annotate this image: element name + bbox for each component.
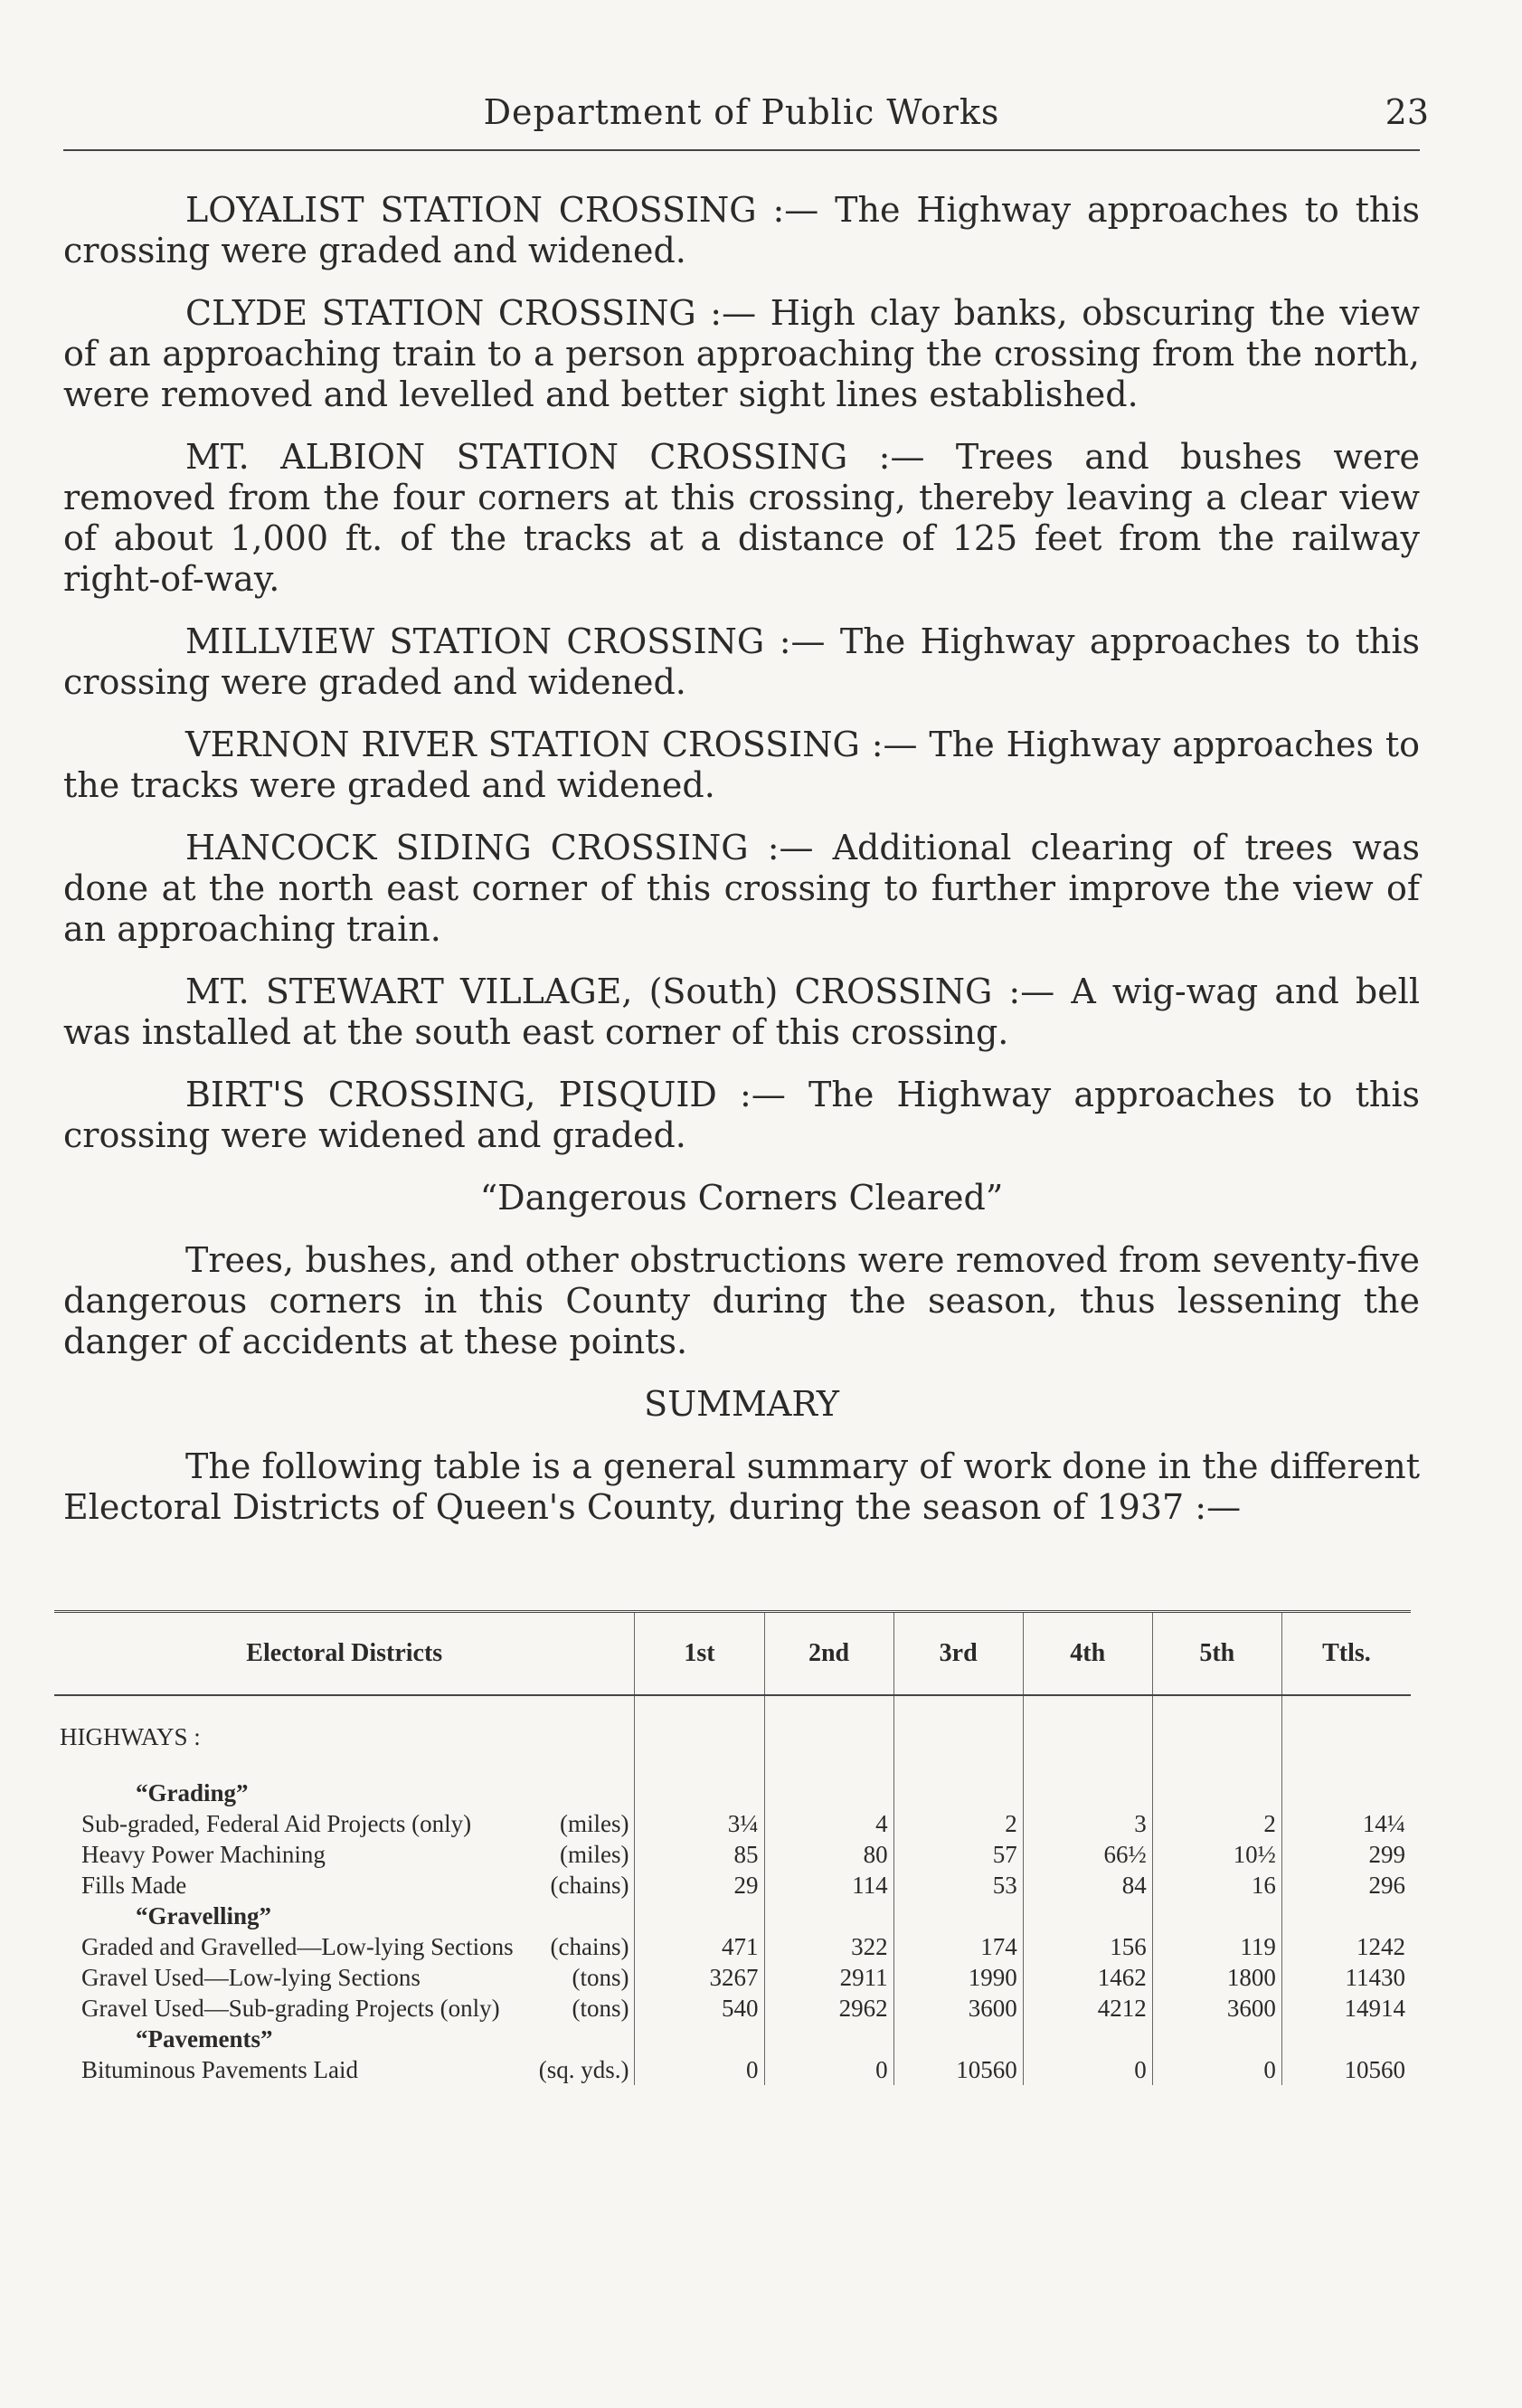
cell: 0: [635, 2054, 764, 2085]
cell: 2: [1152, 1808, 1281, 1839]
summary-paragraph: The following table is a general summary of work done in the different Electoral Districts of Queen's County, during the season of 1937 :—: [63, 1446, 1420, 1527]
cell: 322: [764, 1931, 893, 1962]
cell: 1462: [1023, 1962, 1152, 1993]
page-title: Department of Public Works: [483, 92, 1000, 132]
table-row: [54, 1962, 1411, 1993]
cell: 11430: [1281, 1962, 1411, 1993]
header-5th: 5th: [1152, 1612, 1281, 1696]
header-1st: 1st: [635, 1612, 764, 1696]
cell: 10560: [893, 2054, 1023, 2085]
paragraph-loyalist: LOYALIST STATION CROSSING :— The Highway approaches to this crossing were graded and widened.: [63, 190, 1420, 270]
header-rule: [63, 149, 1420, 151]
cell: 3: [1023, 1808, 1152, 1839]
paragraph-mt-stewart: MT. STEWART VILLAGE, (South) CROSSING :— A wig-wag and bell was installed at the south east corner of this crossing.: [63, 972, 1420, 1052]
paragraph-clyde: CLYDE STATION CROSSING :— High clay banks, obscuring the view of an approaching train to a person approaching the crossing from the north, were removed and levelled and better sight lines established.: [63, 293, 1420, 414]
table-row: [54, 1808, 1411, 1839]
cell: 10560: [1281, 2054, 1411, 2085]
cell: 3600: [893, 1993, 1023, 2024]
cell: 16: [1152, 1870, 1281, 1901]
header-districts: Electoral Districts: [54, 1612, 635, 1696]
table-row: [54, 1993, 1411, 2024]
cell: 296: [1281, 1870, 1411, 1901]
cell: 471: [635, 1931, 764, 1962]
paragraph-mt-albion: MT. ALBION STATION CROSSING :— Trees and bushes were removed from the four corners at this crossing, thereby leaving a clear view of about 1,000 ft. of the tracks at a distance of 125 feet from the railway right-of-way.: [63, 437, 1420, 599]
header-totals: Ttls.: [1281, 1612, 1411, 1696]
cell: 0: [764, 2054, 893, 2085]
cell: 0: [1152, 2054, 1281, 2085]
header-3rd: 3rd: [893, 1612, 1023, 1696]
header-2nd: 2nd: [764, 1612, 893, 1696]
cell: 29: [635, 1870, 764, 1901]
cell: 1990: [893, 1962, 1023, 1993]
row-unit: (sq. yds.): [538, 2056, 629, 2083]
cell: 85: [635, 1839, 764, 1870]
group-grading: “Grading”: [136, 1779, 249, 1806]
row-label: Graded and Gravelled—Low-lying Sections: [81, 1933, 514, 1960]
cell: 0: [1023, 2054, 1152, 2085]
summary-heading: SUMMARY: [644, 1384, 839, 1424]
body-text: [63, 190, 1420, 1550]
cell: 14914: [1281, 1993, 1411, 2024]
group-gravelling: “Gravelling”: [136, 1902, 271, 1929]
row-unit: (miles): [559, 1810, 629, 1837]
row-unit: (tons): [572, 1964, 629, 1991]
corners-heading: “Dangerous Corners Cleared”: [479, 1178, 1004, 1218]
cell: 53: [893, 1870, 1023, 1901]
row-unit: (chains): [550, 1872, 629, 1899]
row-label: Sub-graded, Federal Aid Projects (only): [81, 1810, 472, 1837]
row-label: Gravel Used—Sub-grading Projects (only): [81, 1995, 500, 2022]
cell: 3267: [635, 1962, 764, 1993]
cell: 84: [1023, 1870, 1152, 1901]
section-highways: HIGHWAYS :: [60, 1723, 201, 1750]
row-label: Heavy Power Machining: [81, 1841, 326, 1868]
cell: 3600: [1152, 1993, 1281, 2024]
cell: 174: [893, 1931, 1023, 1962]
row-label: Bituminous Pavements Laid: [81, 2056, 358, 2083]
cell: 4: [764, 1808, 893, 1839]
paragraph-birts: BIRT'S CROSSING, PISQUID :— The Highway approaches to this crossing were widened and graded.: [63, 1075, 1420, 1155]
paragraph-millview: MILLVIEW STATION CROSSING :— The Highway approaches to this crossing were graded and widened.: [63, 621, 1420, 702]
cell: 2911: [764, 1962, 893, 1993]
cell: 1242: [1281, 1931, 1411, 1962]
summary-table: [54, 1610, 1411, 2085]
cell: 299: [1281, 1839, 1411, 1870]
table-row: [54, 2054, 1411, 2085]
table-row: [54, 1870, 1411, 1901]
cell: 80: [764, 1839, 893, 1870]
cell: 114: [764, 1870, 893, 1901]
cell: 1800: [1152, 1962, 1281, 1993]
cell: 119: [1152, 1931, 1281, 1962]
cell: 57: [893, 1839, 1023, 1870]
cell: 10½: [1152, 1839, 1281, 1870]
cell: 540: [635, 1993, 764, 2024]
cell: 4212: [1023, 1993, 1152, 2024]
cell: 2: [893, 1808, 1023, 1839]
header-4th: 4th: [1023, 1612, 1152, 1696]
page-header: [63, 89, 1429, 134]
row-unit: (miles): [559, 1841, 629, 1868]
table-row: [54, 1931, 1411, 1962]
corners-paragraph: Trees, bushes, and other obstructions were removed from seventy-five dangerous corners in this County during the season, thus lessening the danger of accidents at these points.: [63, 1240, 1420, 1361]
cell: 2962: [764, 1993, 893, 2024]
cell: 3¼: [635, 1808, 764, 1839]
cell: 66½: [1023, 1839, 1152, 1870]
row-label: Gravel Used—Low-lying Sections: [81, 1964, 421, 1991]
paragraph-hancock: HANCOCK SIDING CROSSING :— Additional clearing of trees was done at the north east corner of this crossing to further improve the view of an approaching train.: [63, 828, 1420, 949]
row-unit: (chains): [550, 1933, 629, 1960]
row-label: Fills Made: [81, 1872, 187, 1899]
paragraph-vernon-river: VERNON RIVER STATION CROSSING :— The Highway approaches to the tracks were graded and widened.: [63, 725, 1420, 805]
cell: 156: [1023, 1931, 1152, 1962]
page-number: 23: [1385, 92, 1429, 132]
cell: 14¼: [1281, 1808, 1411, 1839]
table-row: [54, 1839, 1411, 1870]
group-pavements: “Pavements”: [136, 2025, 273, 2052]
row-unit: (tons): [572, 1995, 629, 2022]
